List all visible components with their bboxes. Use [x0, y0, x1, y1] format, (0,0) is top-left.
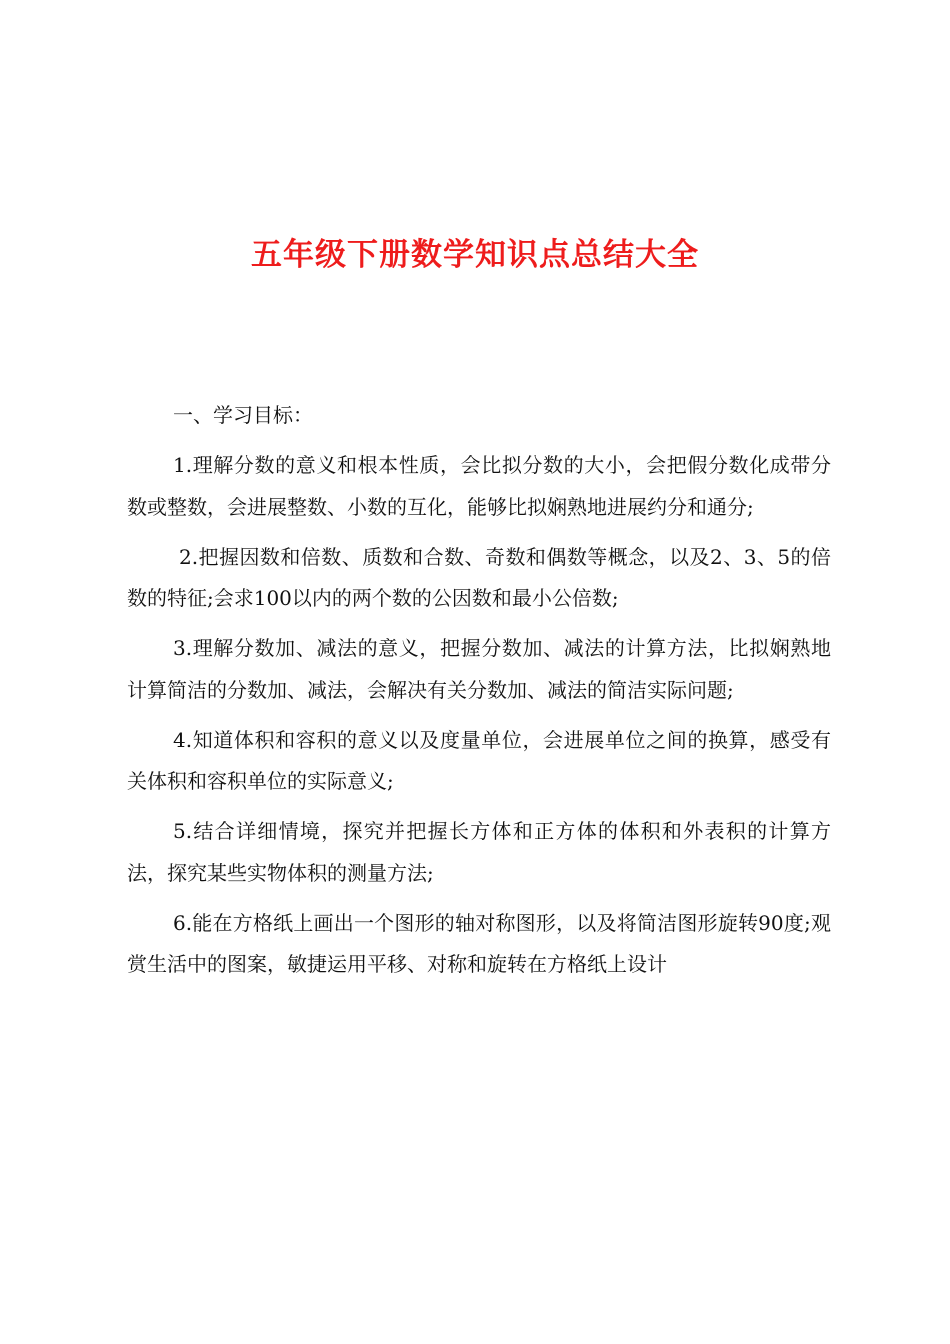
- paragraph-item-3: 3.理解分数加、减法的意义，把握分数加、减法的计算方法，比拟娴熟地计算简洁的分数加、减法，会解决有关分数加、减法的简洁实际问题;: [127, 636, 831, 702]
- document-title: 五年级下册数学知识点总结大全: [251, 236, 699, 273]
- paragraph-item-5: 5.结合详细情境，探究并把握长方体和正方体的体积和外表积的计算方法，探究某些实物体积的测量方法;: [127, 819, 831, 885]
- paragraph-item-2: 2.把握因数和倍数、质数和合数、奇数和偶数等概念，以及2、3、5的倍数的特征;会求100以内的两个数的公因数和最小公倍数;: [127, 544, 831, 610]
- paragraph-item-1: 1.理解分数的意义和根本性质，会比拟分数的大小，会把假分数化成带分数或整数，会进展整数、小数的互化，能够比拟娴熟地进展约分和通分;: [127, 453, 831, 519]
- document-body: [127, 395, 831, 986]
- section-heading: 一、学习目标：: [173, 403, 313, 427]
- paragraph-item-6: 6.能在方格纸上画出一个图形的轴对称图形，以及将简洁图形旋转90度;观赏生活中的图案，敏捷运用平移、对称和旋转在方格纸上设计: [127, 910, 831, 976]
- paragraph-item-4: 4.知道体积和容积的意义以及度量单位，会进展单位之间的换算，感受有关体积和容积单位的实际意义;: [127, 727, 831, 793]
